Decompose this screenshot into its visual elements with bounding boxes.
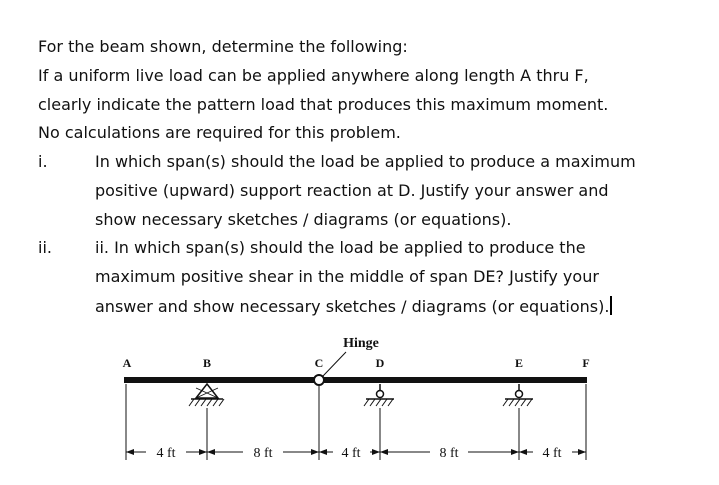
- dimension-ab: 4 ft: [156, 446, 176, 461]
- question-1-line-3: show necessary sketches / diagrams (or equations).: [95, 210, 512, 229]
- support-e: [503, 384, 533, 406]
- problem-line-3: clearly indicate the pattern load that produces this maximum moment.: [38, 95, 609, 114]
- dimension-de: 8 ft: [439, 446, 459, 461]
- dimension-cd: 4 ft: [341, 446, 361, 461]
- problem-line-4: No calculations are required for this problem.: [38, 123, 401, 142]
- question-1-line-2: positive (upward) support reaction at D. Justify your answer and: [95, 181, 609, 200]
- label-f: F: [582, 356, 590, 370]
- label-b: B: [202, 356, 212, 370]
- dimension-bc: 8 ft: [253, 446, 273, 461]
- question-2-line-1: ii. In which span(s) should the load be applied to produce the: [95, 238, 586, 257]
- dimension-ef: 4 ft: [542, 446, 562, 461]
- hinge-leader: [323, 352, 346, 376]
- hinge-label: Hinge: [343, 336, 379, 351]
- question-1-number: i.: [38, 152, 48, 171]
- hinge-c: [314, 375, 324, 385]
- label-d: D: [375, 356, 385, 370]
- question-2-line-3-text: answer and show necessary sketches / diagrams (or equations).: [95, 297, 610, 316]
- problem-line-2: If a uniform live load can be applied anywhere along length A thru F,: [38, 66, 589, 85]
- problem-line-1: For the beam shown, determine the following:: [38, 37, 408, 56]
- beam: [124, 377, 587, 383]
- label-a: A: [122, 356, 132, 370]
- question-1-line-1: In which span(s) should the load be applied to produce a maximum: [95, 152, 636, 171]
- label-c: C: [314, 356, 324, 370]
- support-b: [189, 384, 224, 406]
- question-2-line-2: maximum positive shear in the middle of span DE? Justify your: [95, 267, 599, 286]
- question-2-number: ii.: [38, 238, 52, 257]
- label-e: E: [514, 356, 524, 370]
- support-d: [364, 384, 394, 406]
